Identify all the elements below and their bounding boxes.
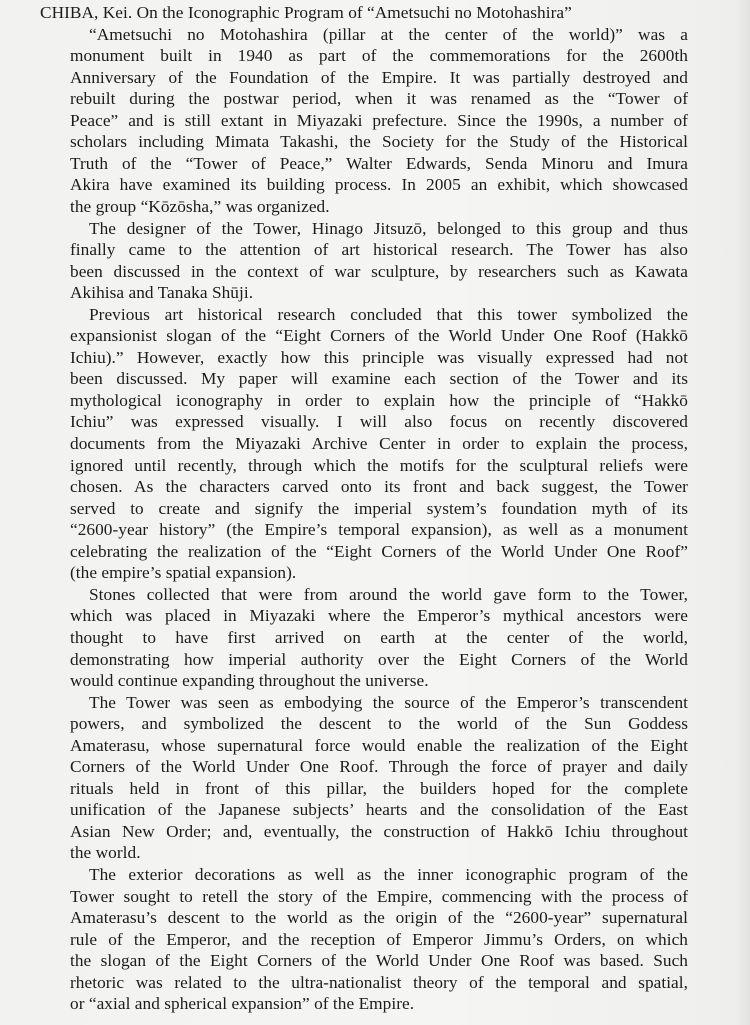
text-line: the group “Kōzōsha,” was organized.	[70, 196, 330, 216]
text-line: demonstrating how imperial authority over the Eight Corners of the World	[70, 649, 688, 669]
text-line: “Ametsuchi no Motohashira (pillar at the center of the world)” was a	[89, 24, 688, 44]
text-line: Amaterasu, whose supernatural force would enable the realization of the Eight	[70, 735, 688, 755]
text-line: rhetoric was related to the ultra-nationalist theory of the temporal and spatial,	[70, 972, 688, 992]
text-line: Previous art historical research concluded that this tower symbolized the	[89, 304, 688, 324]
text-line: powers, and symbolized the descent to the world of the Sun Goddess	[70, 714, 688, 734]
text-line: the slogan of the Eight Corners of the World Under One Roof was based. Such	[70, 951, 688, 971]
text-line: monument built in 1940 as part of the commemorations for the 2600th	[70, 46, 688, 66]
text-line: scholars including Mimata Takashi, the Society for the Study of the Historical	[70, 132, 688, 152]
text-line: or “axial and spherical expansion” of the Empire.	[70, 994, 415, 1014]
text-line: chosen. As the characters carved onto its front and back suggest, the Tower	[70, 477, 688, 497]
page-heading: CHIBA, Kei. On the Iconographic Program of “Ametsuchi no Motohashira”	[40, 3, 572, 22]
text-line: Tower sought to retell the story of the Empire, commencing with the process of	[70, 886, 688, 906]
text-line: Asian New Order; and, eventually, the construction of Hakkō Ichiu throughout	[70, 821, 688, 841]
text-line: finally came to the attention of art historical research. The Tower has also	[70, 240, 688, 260]
text-line: Amaterasu’s descent to the world as the origin of the “2600-year” supernatural	[70, 908, 688, 928]
text-line: “2600-year history” (the Empire’s temporal expansion), as well as a monument	[70, 520, 688, 540]
text-line: mythological iconography in order to explain how the principle of “Hakkō	[70, 390, 688, 410]
text-line: rule of the Emperor, and the reception of Emperor Jimmu’s Orders, on which	[70, 929, 688, 949]
text-line: Corners of the World Under One Roof. Through the force of prayer and daily	[70, 757, 688, 777]
text-line: been discussed in the context of war sculpture, by researchers such as Kawata	[70, 261, 688, 281]
text-line: Akira have examined its building process. In 2005 an exhibit, which showcased	[70, 175, 688, 195]
text-line: been discussed. My paper will examine each section of the Tower and its	[70, 369, 688, 389]
text-line: Truth of the “Tower of Peace,” Walter Edwards, Senda Minoru and Imura	[70, 153, 688, 173]
text-line: Ichiu).” However, exactly how this principle was visually expressed had not	[70, 347, 688, 367]
text-line: The exterior decorations as well as the inner iconographic program of the	[89, 865, 688, 884]
text-line: celebrating the realization of the “Eight Corners of the World Under One Roof”	[70, 541, 688, 561]
text-line: would continue expanding throughout the universe.	[70, 671, 429, 691]
text-line: Anniversary of the Foundation of the Empire. It was partially destroyed and	[70, 67, 688, 87]
text-line: unification of the Japanese subjects’ hearts and the consolidation of the East	[70, 800, 688, 820]
text-line: which was placed in Miyazaki where the Emperor’s mythical ancestors were	[70, 606, 688, 626]
text-line: Stones collected that were from around the world gave form to the Tower,	[89, 584, 688, 604]
text-line: expansionist slogan of the “Eight Corners of the World Under One Roof (Hakkō	[70, 326, 688, 346]
text-line: The Tower was seen as embodying the source of the Emperor’s transcendent	[89, 692, 688, 712]
text-line: (the empire’s spatial expansion).	[70, 563, 297, 583]
text-line: served to create and signify the imperial system’s foundation myth of its	[70, 498, 688, 518]
text-line: Peace” and is still extant in Miyazaki prefecture. Since the 1990s, a number of	[70, 110, 688, 130]
page-edge-shadow	[734, 0, 750, 1025]
text-line: thought to have first arrived on earth at the center of the world,	[70, 627, 688, 647]
text-line: rituals held in front of this pillar, the builders hoped for the complete	[70, 778, 688, 798]
text-line: the world.	[70, 843, 141, 863]
text-line: rebuilt during the postwar period, when it was renamed as the “Tower of	[70, 89, 688, 109]
text-line: documents from the Miyazaki Archive Center in order to explain the process,	[70, 434, 688, 453]
text-line: Akihisa and Tanaka Shūji.	[70, 283, 254, 303]
text-line: ignored until recently, through which the motifs for the sculptural reliefs were	[70, 455, 688, 475]
text-line: Ichiu” was expressed visually. I will also focus on recently discovered	[70, 412, 688, 432]
text-line: The designer of the Tower, Hinago Jitsuzō, belonged to this group and thus	[89, 218, 688, 238]
